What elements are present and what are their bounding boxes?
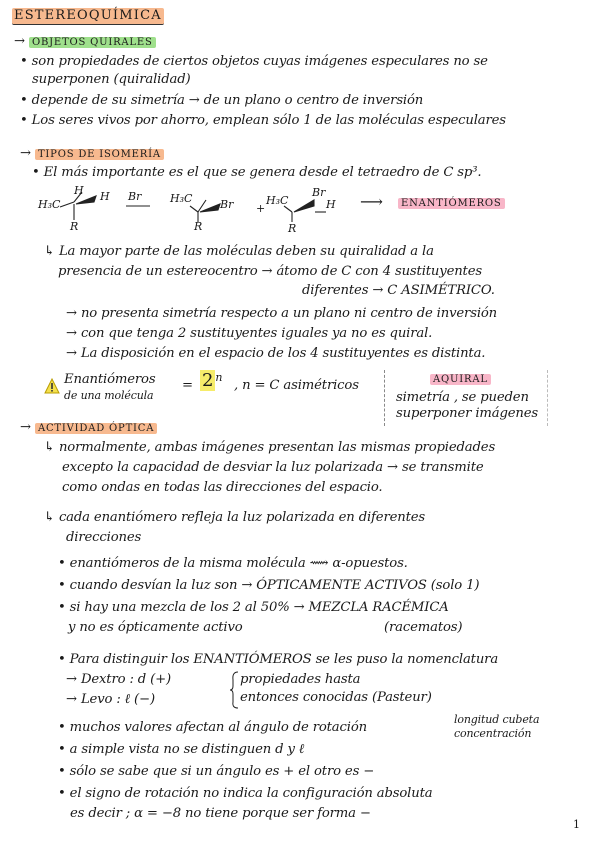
page-number: 1 xyxy=(573,818,580,831)
nomenclatura-line: • Para distinguir los ENANTIÓMEROS se les puso la nomenclatura xyxy=(58,652,499,667)
list-item: • el signo de rotación no indica la configuración absoluta xyxy=(58,786,433,801)
mol3-br: Br xyxy=(312,186,326,199)
brace-line: propiedades hasta xyxy=(240,672,361,687)
paragraph-line: ↳ cada enantiómero refleja la luz polarizada en diferentes xyxy=(44,510,426,525)
formula-power: 2 $^n$ xyxy=(202,370,223,392)
list-item: • son propiedades de ciertos objetos cuyas imágenes especulares no se xyxy=(20,54,488,69)
list-item: superponen (quiralidad) xyxy=(32,72,191,87)
side-note: concentración xyxy=(454,727,532,740)
explain-line: ↳ La mayor parte de las moléculas deben su quiralidad a la xyxy=(44,244,434,259)
levo-line: → Levo : ℓ (−) xyxy=(66,692,155,707)
formula-rest: , n = C asimétricos xyxy=(234,378,359,393)
aquiral-label: AQUIRAL xyxy=(430,371,491,388)
mol1-r: R xyxy=(70,220,79,233)
mol-br-reagent: Br xyxy=(128,190,142,203)
formula-line1: Enantiómeros xyxy=(64,372,156,387)
mol3-r: R xyxy=(288,222,297,235)
to-enantiomeros-arrow: ⟶ xyxy=(360,192,383,211)
explain-line: diferentes → C ASIMÉTRICO. xyxy=(302,283,495,298)
list-item: • depende de su simetría → de un plano o centro de inversión xyxy=(20,93,424,108)
list-item: • a simple vista no se distinguen d y ℓ xyxy=(58,742,305,757)
page-title: ESTEREOQUÍMICA xyxy=(14,8,162,23)
dextro-line: → Dextro : d (+) xyxy=(66,672,171,687)
paragraph-line: excepto la capacidad de desviar la luz polarizada → se transmite xyxy=(62,460,484,475)
brace-icon xyxy=(230,670,240,710)
reaction-arrow-icon xyxy=(126,203,150,209)
list-item: es decir ; α = −8 no tiene porque ser forma − xyxy=(70,806,371,821)
list-item: • enantiómeros de la misma molécula ⟿ α-opuestos. xyxy=(58,556,408,571)
list-item: y no es ópticamente activo xyxy=(68,620,243,635)
intro-line: • El más importante es el que se genera desde el tetraedro de C sp³. xyxy=(32,165,482,180)
mol3-h3c: H₃C xyxy=(266,194,289,207)
note-line: → La disposición en el espacio de los 4 sustituyentes es distinta. xyxy=(66,346,486,361)
list-item: • Los seres vivos por ahorro, emplean sólo 1 de las moléculas especulares xyxy=(20,113,506,128)
list-item: • cuando desvían la luz son → ÓPTICAMENTE ACTIVOS (solo 1) xyxy=(58,578,480,593)
paragraph-line: ↳ normalmente, ambas imágenes presentan las mismas propiedades xyxy=(44,440,496,455)
side-note: longitud cubeta xyxy=(454,713,540,726)
list-item: • sólo se sabe que si un ángulo es + el otro es − xyxy=(58,764,375,779)
aquiral-line: superponer imágenes xyxy=(396,406,539,421)
explain-line: presencia de un estereocentro → átomo de C con 4 sustituyentes xyxy=(58,264,482,279)
formula-line2: de una molécula xyxy=(64,389,154,402)
section-heading-actividad: → ACTIVIDAD ÓPTICA xyxy=(20,420,157,437)
list-item: • si hay una mezcla de los 2 al 50% → MEZCLA RACÉMICA xyxy=(58,600,449,615)
mol-plus: + xyxy=(256,202,266,215)
enantiomeros-label: ENANTIÓMEROS xyxy=(398,195,505,212)
note-line: → con que tenga 2 sustituyentes iguales ya no es quiral. xyxy=(66,326,433,341)
note-line: → no presenta simetría respecto a un plano ni centro de inversión xyxy=(66,306,498,321)
mol1-h-top: H xyxy=(74,184,84,197)
list-item: • muchos valores afectan al ángulo de rotación xyxy=(58,720,367,735)
mol2-h3c: H₃C xyxy=(170,192,193,205)
list-item: (racematos) xyxy=(384,620,463,635)
aquiral-line: simetría , se pueden xyxy=(396,390,529,405)
mol3-h: H xyxy=(326,198,336,211)
formula-eq: = xyxy=(182,378,193,393)
section-heading-tipos: → TIPOS DE ISOMERÍA xyxy=(20,146,164,163)
paragraph-line: direcciones xyxy=(66,530,142,545)
section-heading-objetos: → OBJETOS QUIRALES xyxy=(14,34,156,51)
mol1-h: H xyxy=(100,190,110,203)
warning-icon xyxy=(44,378,60,394)
paragraph-line: como ondas en todas las direcciones del espacio. xyxy=(62,480,383,495)
mol2-br: Br xyxy=(220,198,234,211)
mol1-h3c: H₃C xyxy=(38,198,61,211)
brace-line: entonces conocidas (Pasteur) xyxy=(240,690,432,705)
mol2-r: R xyxy=(194,220,203,233)
